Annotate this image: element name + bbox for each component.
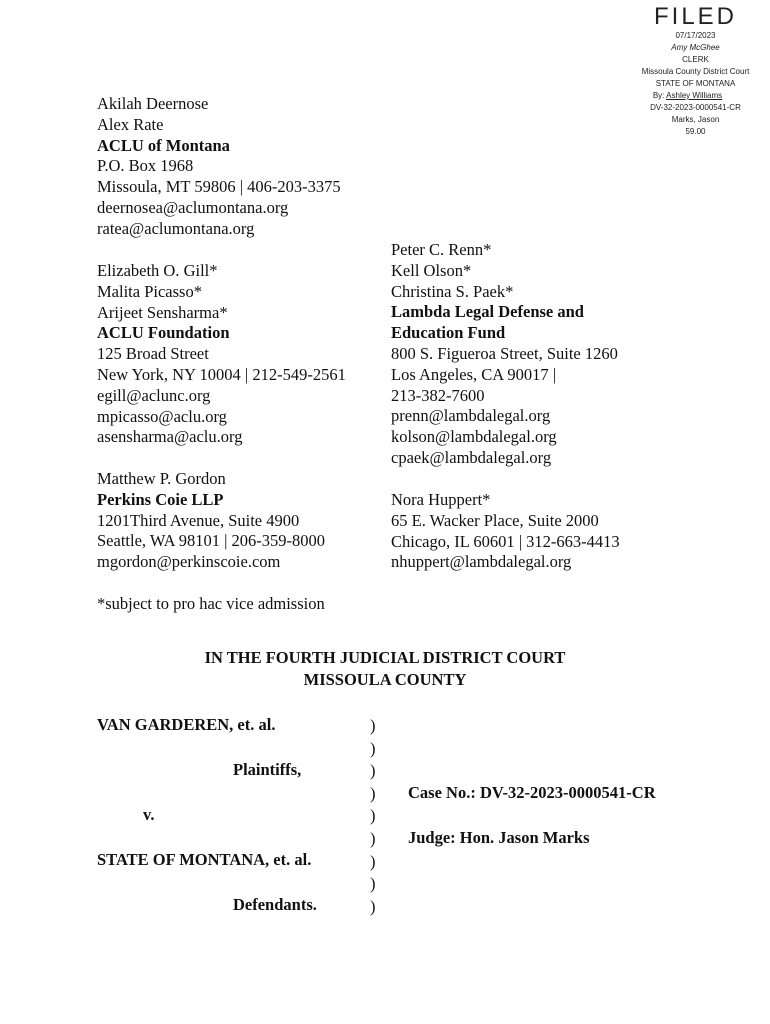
clerk-title: CLERK: [682, 55, 709, 64]
attorney-name: Christina S. Paek*: [391, 281, 514, 301]
firm-name: Perkins Coie LLP: [97, 489, 224, 509]
attorney-name: Akilah Deernose: [97, 94, 209, 113]
firm-name: Lambda Legal Defense and: [391, 302, 584, 322]
paren: ): [370, 874, 376, 894]
attorney-name: Kell Olson*: [391, 260, 472, 280]
address-line: Chicago, IL 60601 | 312-663-4413: [391, 531, 620, 551]
attorney-name: Matthew P. Gordon: [97, 469, 226, 488]
stamp-judge: Marks, Jason: [671, 115, 720, 124]
counsel-block-aclu-montana: [97, 94, 341, 240]
phone-line: 213-382-7600: [391, 385, 485, 405]
email-line: egill@aclunc.org: [97, 385, 211, 405]
counsel-block-perkins-coie: [97, 469, 325, 573]
court-county: MISSOULA COUNTY: [303, 670, 467, 689]
address-line: Missoula, MT 59806 | 406-203-3375: [97, 177, 341, 197]
stamp-state: STATE OF MONTANA: [655, 79, 736, 88]
counsel-block-lambda-legal: [391, 240, 618, 469]
paren: ): [370, 851, 376, 871]
address-line: New York, NY 10004 | 212-549-2561: [97, 364, 346, 384]
paren: ): [370, 738, 376, 758]
email-line: mpicasso@aclu.org: [97, 406, 227, 426]
paren: ): [370, 896, 376, 916]
email-line: deernosea@aclumontana.org: [97, 197, 289, 217]
clerk-name: Amy McGhee: [671, 43, 720, 52]
plaintiff-name: VAN GARDEREN, et. al.: [97, 715, 276, 734]
email-line: cpaek@lambdalegal.org: [391, 447, 552, 467]
defendant-name: STATE OF MONTANA, et. al.: [97, 850, 312, 869]
email-line: nhuppert@lambdalegal.org: [391, 552, 572, 572]
attorney-name: Arijeet Sensharma*: [97, 302, 228, 322]
email-line: asensharma@aclu.org: [97, 427, 243, 447]
paren: ): [370, 783, 376, 803]
email-line: kolson@lambdalegal.org: [391, 427, 557, 447]
address-line: 800 S. Figueroa Street, Suite 1260: [391, 343, 618, 363]
attorney-name: Nora Huppert*: [391, 490, 491, 509]
stamp-court: Missoula County District Court: [641, 67, 750, 76]
stamp-by-line: [653, 90, 738, 102]
filed-date: 07/17/2023: [675, 31, 716, 40]
email-line: ratea@aclumontana.org: [97, 218, 255, 238]
attorney-name: Malita Picasso*: [97, 281, 202, 301]
attorney-name: Alex Rate: [97, 114, 164, 134]
plaintiffs-label: Plaintiffs,: [233, 760, 302, 779]
address-line: 1201Third Avenue, Suite 4900: [97, 510, 300, 530]
counsel-block-lambda-chicago: [391, 490, 620, 573]
paren: ): [370, 806, 376, 826]
stamp-case-number: DV-32-2023-0000541-CR: [650, 103, 741, 112]
versus: v.: [143, 805, 155, 824]
deputy-signature: Ashley Williams: [666, 91, 723, 100]
pro-hac-vice-note: *subject to pro hac vice admission: [97, 594, 325, 613]
defendants-label: Defendants.: [233, 895, 317, 914]
paren: ): [370, 828, 376, 848]
firm-name: Education Fund: [391, 323, 506, 343]
court-heading: IN THE FOURTH JUDICIAL DISTRICT COURT: [204, 648, 566, 667]
attorney-name: Elizabeth O. Gill*: [97, 261, 218, 280]
firm-name: ACLU of Montana: [97, 135, 230, 155]
firm-name: ACLU Foundation: [97, 323, 230, 343]
address-line: Los Angeles, CA 90017 |: [391, 364, 557, 384]
address-line: 65 E. Wacker Place, Suite 2000: [391, 510, 599, 530]
email-line: mgordon@perkinscoie.com: [97, 552, 281, 572]
attorney-name: Peter C. Renn*: [391, 240, 492, 259]
counsel-block-aclu-foundation: [97, 261, 346, 448]
paren: ): [370, 716, 376, 735]
stamp-fee: 59.00: [685, 127, 706, 136]
address-line: Seattle, WA 98101 | 206-359-8000: [97, 531, 326, 551]
judge-name: Judge: Hon. Jason Marks: [408, 828, 590, 847]
address-line: 125 Broad Street: [97, 344, 209, 364]
by-label: By:: [652, 91, 665, 100]
address-line: P.O. Box 1968: [97, 156, 194, 176]
paren: ): [370, 761, 376, 781]
caption-divider: [370, 715, 376, 918]
filing-stamp: [628, 4, 763, 138]
case-number: Case No.: DV-32-2023-0000541-CR: [408, 783, 656, 802]
filed-heading: FILED: [653, 3, 737, 30]
email-line: prenn@lambdalegal.org: [391, 406, 551, 426]
